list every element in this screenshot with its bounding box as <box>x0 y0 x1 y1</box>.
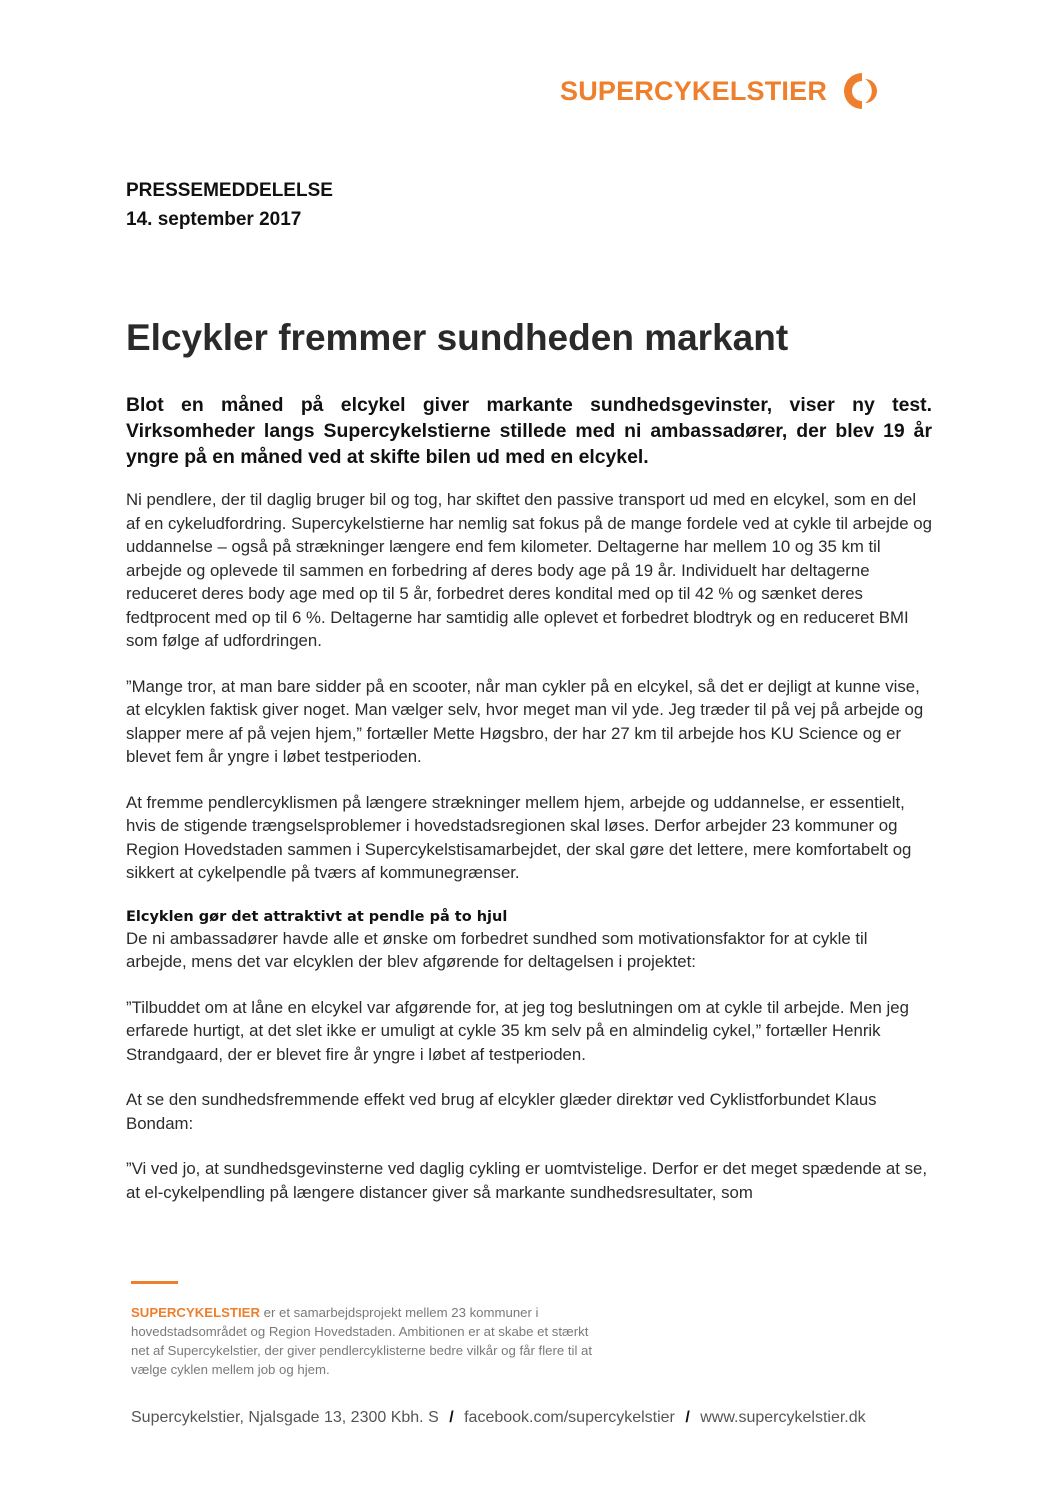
footer-contact <box>131 1407 866 1429</box>
footer-address: Supercykelstier, Njalsgade 13, 2300 Kbh. S <box>131 1409 439 1426</box>
quote-paragraph-henrik: ”Tilbuddet om at låne en elcykel var afgørende for, at jeg tog beslutningen om at cykle til arbejde. Men jeg erfarede hurtigt, at det slet ikke er umuligt at cykle 35 km selv på en almindelig cykel,” fortæller Henrik Strandgaard, der er blevet fire år yngre i løbet af testperioden. <box>126 997 909 1064</box>
supercykelstier-ring-icon <box>841 70 883 112</box>
footer-about <box>131 1303 601 1379</box>
section-subheading: Elcyklen gør det attraktivt at pendle på to hjul <box>126 908 508 925</box>
page-title: Elcykler fremmer sundheden markant <box>126 317 789 358</box>
body-paragraph-3: At fremme pendlercyklismen på længere strækninger mellem hjem, arbejde og uddannelse, er essentielt, hvis de stigende trængselsproblemer i hovedstadsregionen skal løses. Derfor arbejder 23 kommuner og Region Hovedstaden sammen i Supercykelstisamarbejdet, der skal gøre det lettere, mere komfortabelt og sikkert at cykelpendle på tværs af kommunegrænser. <box>126 792 912 882</box>
footer-website-link[interactable]: www.supercykelstier.dk <box>700 1409 866 1426</box>
footer-about-text: er et samarbejdsprojekt mellem 23 kommuner i hovedstadsområdet og Region Hovedstaden. Ambitionen er at skabe et stærkt net af Supercykelstier, der giver pendlercyklisterne bedre vilkår og får flere til at vælge cyklen mellem job og hjem. <box>131 1305 593 1377</box>
logo-wordmark: SUPERCYKELSTIER <box>560 75 828 106</box>
footer-divider <box>131 1281 178 1284</box>
body-paragraph-4: De ni ambassadører havde alle et ønske om forbedret sundhed som motivationsfaktor for at cykle til arbejde, mens det var elcyklen der blev afgørende for deltagelsen i projektet: <box>126 928 868 971</box>
release-kicker <box>126 176 333 234</box>
body-paragraph-6: At se den sundhedsfremmende effekt ved brug af elcykler glæder direktør ved Cyklistforbundet Klaus Bondam: <box>126 1090 877 1133</box>
article-body <box>126 392 932 1226</box>
brand-logo <box>560 70 883 112</box>
release-date: 14. september 2017 <box>126 209 302 230</box>
body-paragraph-1: Ni pendlere, der til daglig bruger bil og tog, har skiftet den passive transport ud med en elcykel, som en del af en cykeludfordring. Supercykelstierne har nemlig sat fokus på de mange fordele ved at cykle til arbejde og uddannelse – også på strækninger længere end fem kilometer. Deltagerne har mellem 10 og 35 km til arbejde og oplevede til sammen en forbedring af deres body age på 19 år. Individuelt har deltagerne reduceret deres body age med op til 5 år, forbedret deres kondital med op til 42 % og sænket deres fedtprocent med op til 6 %. Deltagerne har samtidig alle oplevet et forbedret blodtryk og en reduceret BMI som følge af udfordringen. <box>126 490 932 650</box>
footer-facebook-link[interactable]: facebook.com/supercykelstier <box>464 1409 675 1426</box>
quote-paragraph-mette: ”Mange tror, at man bare sidder på en scooter, når man cykler på en elcykel, så det er dejligt at kunne vise, at elcyklen faktisk giver noget. Man vælger selv, hvor meget man vil yde. Jeg træder til på vej på arbejde og slapper mere af på vejen hjem,” fortæller Mette Høgsbro, der har 27 km til arbejde hos KU Science og er blevet fem år yngre i løbet testperioden. <box>126 676 924 766</box>
footer-separator: / <box>685 1409 690 1426</box>
footer-brand: SUPERCYKELSTIER <box>131 1305 260 1320</box>
lead-paragraph: Blot en måned på elcykel giver markante sundhedsgevinster, viser ny test. Virksomheder langs Supercykelstierne stillede med ni ambassadører, der blev 19 år yngre på en måned ved at skifte bilen ud med en elcykel. <box>126 394 932 468</box>
footer-separator: / <box>449 1409 454 1426</box>
quote-paragraph-klaus: ”Vi ved jo, at sundhedsgevinsterne ved daglig cykling er uomtvistelige. Derfor er det meget spædende at se, at el-cykelpendling på længere distancer giver så markante sundhedsresultater, som <box>126 1159 927 1202</box>
release-type: PRESSEMEDDELELSE <box>126 180 333 201</box>
